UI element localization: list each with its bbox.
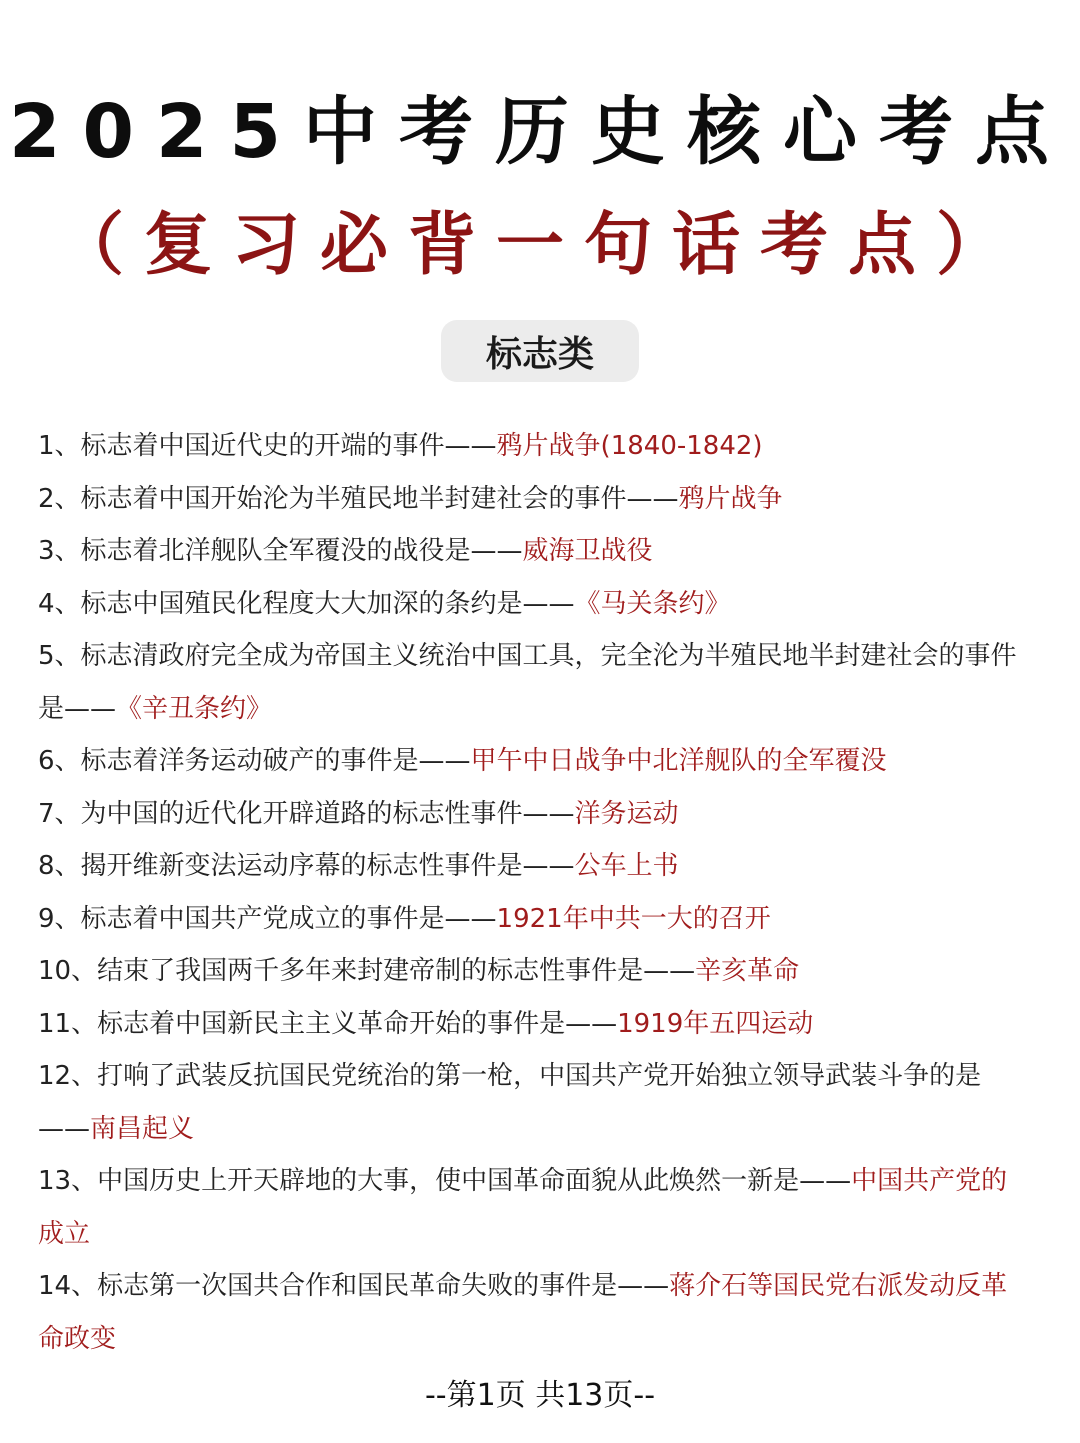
item-answer: 1919年五四运动: [617, 1008, 814, 1039]
list-item: [38, 1155, 1028, 1260]
page-subtitle: （复习必背一句话考点）: [55, 206, 1024, 285]
item-question: 10、结束了我国两千多年来封建帝制的标志性事件是——: [38, 956, 696, 986]
list-item: [38, 1260, 1028, 1365]
item-question: 3、标志着北洋舰队全军覆没的战役是——: [38, 536, 523, 566]
item-question: 9、标志着中国共产党成立的事件是——: [38, 903, 497, 934]
item-answer: 《辛丑条约》: [116, 693, 273, 724]
page-indicator: --第1页 共13页--: [424, 1378, 656, 1413]
item-answer: 鸦片战争: [678, 483, 783, 514]
item-answer: 中国共产党的成立: [38, 1166, 1008, 1249]
item-question: 13、中国历史上开天辟地的大事，使中国革命面貌从此焕然一新是——: [38, 1166, 852, 1196]
list-item: [38, 788, 1028, 841]
item-answer: 辛亥革命: [695, 956, 800, 986]
item-answer: 甲午中日战争中北洋舰队的全军覆没: [470, 746, 887, 776]
list-item: [38, 840, 1028, 893]
item-question: 7、为中国的近代化开辟道路的标志性事件——: [38, 798, 575, 829]
item-question: 11、标志着中国新民主主义革命开始的事件是——: [38, 1008, 618, 1039]
fact-list: [38, 420, 1028, 1365]
list-item: [38, 473, 1028, 526]
item-answer: 1921年中共一大的召开: [496, 903, 771, 934]
list-item: [38, 1050, 1028, 1155]
item-answer: 鸦片战争(1840-1842): [496, 431, 763, 461]
list-item: [38, 998, 1028, 1051]
item-question: 6、标志着洋务运动破产的事件是——: [38, 746, 471, 776]
item-question: 12、打响了武装反抗国民党统治的第一枪，中国共产党开始独立领导武装斗争的是——: [38, 1061, 982, 1144]
list-item: [38, 578, 1028, 631]
item-answer: 洋务运动: [574, 798, 679, 829]
list-item: [38, 735, 1028, 788]
list-item: [38, 525, 1028, 578]
list-item: [38, 630, 1028, 735]
page-title: 2025中考历史核心考点: [9, 89, 1071, 175]
item-answer: 南昌起义: [90, 1113, 195, 1144]
item-question: 1、标志着中国近代史的开端的事件——: [38, 431, 497, 461]
list-item: [38, 420, 1028, 473]
item-question: 14、标志第一次国共合作和国民革命失败的事件是——: [38, 1271, 670, 1301]
list-item: [38, 945, 1028, 998]
item-question: 2、标志着中国开始沦为半殖民地半封建社会的事件——: [38, 483, 679, 514]
item-answer: 蒋介石等国民党右派发动反革命政变: [38, 1271, 1008, 1354]
item-question: 8、揭开维新变法运动序幕的标志性事件是——: [38, 851, 575, 881]
item-answer: 公车上书: [574, 851, 679, 881]
category-badge: 标志类: [441, 320, 639, 382]
list-item: [38, 893, 1028, 946]
item-question: 4、标志中国殖民化程度大大加深的条约是——: [38, 588, 575, 619]
item-answer: 威海卫战役: [522, 536, 653, 566]
item-answer: 《马关条约》: [574, 588, 731, 619]
item-question: 5、标志清政府完全成为帝国主义统治中国工具，完全沦为半殖民地半封建社会的事件是——: [38, 641, 1017, 724]
